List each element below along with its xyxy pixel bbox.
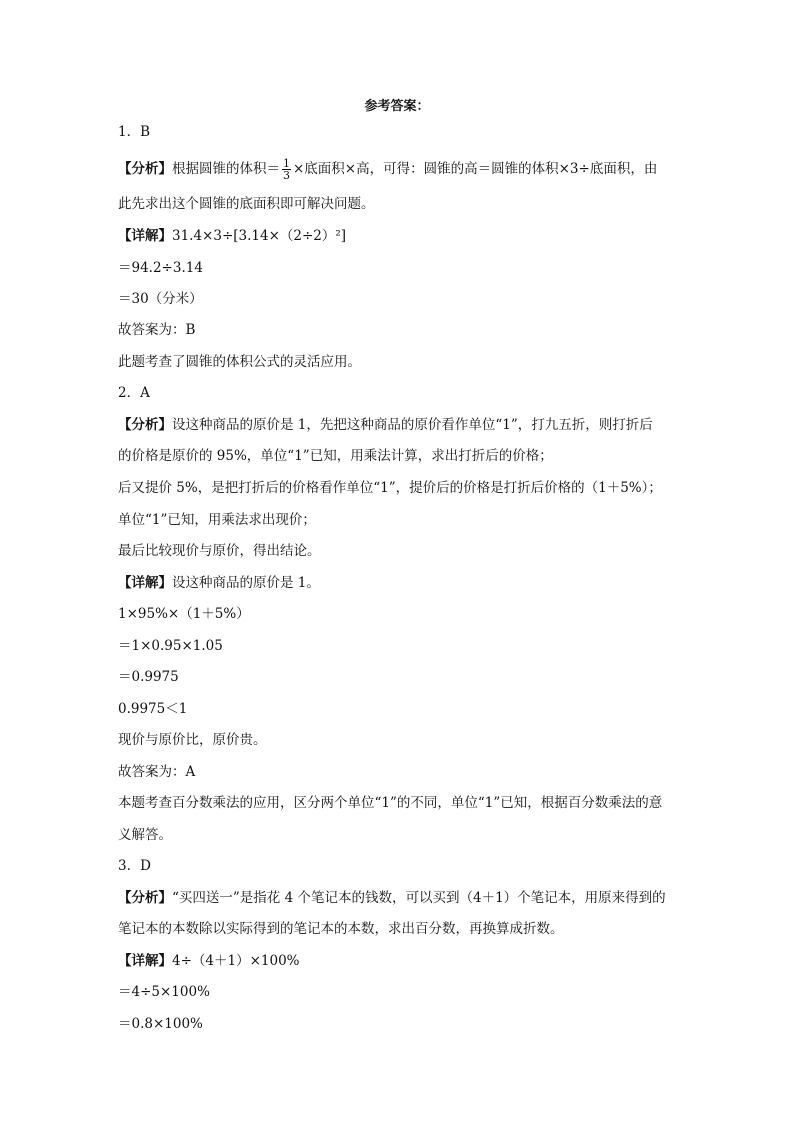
q1-analysis-text-b: ×底面积×高，可得：圆锥的高＝圆锥的体积×3÷底面积，由	[293, 161, 658, 177]
q2-detail-line-2: 1×95%×（1＋5%）	[118, 606, 250, 622]
q2-summary-line-1: 本题考查百分数乘法的应用，区分两个单位“1”的不同，单位“1”已知，根据百分数乘法的意	[118, 795, 663, 811]
analysis-tag: 【分析】	[118, 161, 172, 177]
q2-detail-line-4: ＝0.9975	[118, 669, 179, 685]
q2-detail-line-5: 0.9975＜1	[118, 701, 188, 717]
q2-analysis-text-1: 设这种商品的原价是 1，先把这种商品的原价看作单位“1”，打九五折，则打折后	[172, 417, 653, 433]
q2-detail-line-3: ＝1×0.95×1.05	[118, 638, 223, 654]
q2-analysis-line-2: 的价格是原价的 95%，单位“1”已知，用乘法计算，求出打折后的价格；	[118, 448, 553, 464]
fraction-one-third	[282, 158, 291, 181]
q2-analysis-line-4: 单位“1”已知，用乘法求出现价；	[118, 512, 316, 528]
q2-analysis-line-1	[118, 415, 688, 435]
q1-analysis-line-2: 此先求出这个圆锥的底面积即可解决问题。	[118, 196, 375, 212]
q3-analysis-line-2: 笔记本的本数除以实际得到的笔记本的本数，求出百分数，再换算成折数。	[118, 921, 564, 937]
q2-analysis-line-3: 后又提价 5%，是把打折后的价格看作单位“1”，提价后的价格是打折后价格的（1＋5%）；	[118, 480, 662, 496]
detail-tag: 【详解】	[118, 228, 172, 244]
q1-detail-line-1	[118, 226, 688, 246]
q1-answer: 故答案为：B	[118, 322, 196, 338]
q2-detail-text-1: 设这种商品的原价是 1。	[172, 575, 320, 591]
q1-summary: 此题考查了圆锥的体积公式的灵活应用。	[118, 354, 361, 370]
q1-detail-line-2: ＝94.2÷3.14	[118, 260, 203, 276]
q1-analysis-line-1	[118, 158, 688, 181]
detail-tag: 【详解】	[118, 575, 172, 591]
q2-analysis-line-5: 最后比较现价与原价，得出结论。	[118, 543, 321, 559]
q3-analysis-line-1	[118, 888, 688, 908]
q3-detail-line-2: ＝4÷5×100%	[118, 984, 210, 1000]
detail-tag: 【详解】	[118, 953, 172, 969]
q2-detail-line-1	[118, 573, 688, 593]
q1-analysis-text-a: 根据圆锥的体积＝	[172, 161, 280, 177]
q2-summary-line-2: 义解答。	[118, 827, 172, 843]
q2-answer: 故答案为：A	[118, 764, 196, 780]
fraction-numerator: 1	[283, 157, 290, 170]
analysis-tag: 【分析】	[118, 890, 172, 906]
q3-detail-line-3: ＝0.8×100%	[118, 1016, 203, 1032]
q2-number: 2．A	[118, 385, 150, 401]
q3-detail-text-1: 4÷（4＋1）×100%	[172, 953, 300, 969]
q1-number: 1．B	[118, 124, 151, 140]
q3-analysis-text-1: “买四送一”是指花 4 个笔记本的钱数，可以买到（4＋1）个笔记本，用原来得到的	[172, 890, 666, 906]
page-title: 参考答案：	[364, 99, 430, 114]
q1-detail-line-3: ＝30（分米）	[118, 291, 203, 307]
q3-detail-line-1	[118, 951, 688, 971]
q2-detail-line-6: 现价与原价比，原价贵。	[118, 732, 267, 748]
fraction-denominator: 3	[283, 169, 290, 182]
analysis-tag: 【分析】	[118, 417, 172, 433]
q1-detail-text-1: 31.4×3÷[3.14×（2÷2）²]	[172, 228, 347, 244]
q3-number: 3．D	[118, 858, 151, 874]
